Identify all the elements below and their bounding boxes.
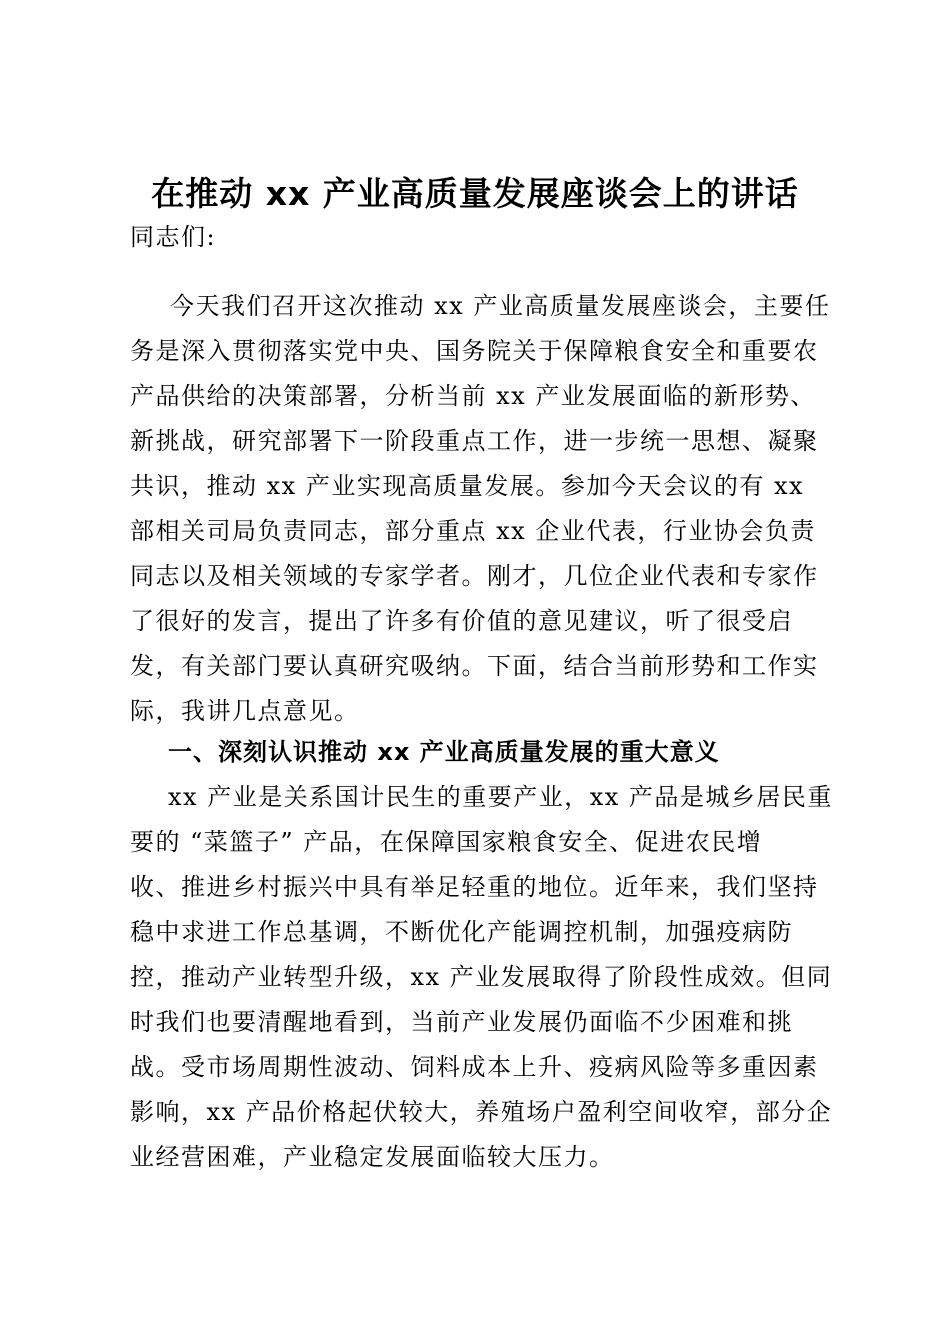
paragraph2-line: 战。受市场周期性波动、饲料成本上升、疫病风险等多重因素 — [130, 1053, 819, 1081]
paragraph1-line: 今天我们召开这次推动 xx 产业高质量发展座谈会，主要任 — [170, 292, 831, 320]
paragraph1-line: 同志以及相关领域的专家学者。刚才，几位企业代表和专家作 — [130, 562, 819, 590]
paragraph1-line: 了很好的发言，提出了许多有价值的意见建议，听了很受启 — [130, 607, 793, 635]
paragraph2-line: 要的 “菜篮子” 产品，在保障国家粮食安全、促进农民增 — [130, 828, 763, 856]
paragraph2-line: 控，推动产业转型升级，xx 产业发展取得了阶段性成效。但同 — [130, 963, 833, 991]
paragraph1-line: 务是深入贯彻落实党中央、国务院关于保障粮食安全和重要农 — [130, 337, 819, 365]
section1-heading: 一、深刻认识推动 xx 产业高质量发展的重大意义 — [168, 738, 720, 766]
paragraph2-line: 稳中求进工作总基调，不断优化产能调控机制，加强疫病防 — [130, 918, 793, 946]
salutation: 同志们: — [130, 223, 217, 251]
document-title: 在推动 xx 产业高质量发展座谈会上的讲话 — [151, 174, 799, 213]
paragraph2-line: xx 产业是关系国计民生的重要产业，xx 产品是城乡居民重 — [168, 783, 833, 811]
paragraph1-line: 新挑战，研究部署下一阶段重点工作，进一步统一思想、凝聚 — [130, 427, 819, 455]
paragraph1-line: 部相关司局负责同志，部分重点 xx 企业代表，行业协会负责 — [130, 517, 816, 545]
paragraph2-line: 影响，xx 产品价格起伏较大，养殖场户盈利空间收窄，部分企 — [130, 1098, 833, 1126]
paragraph2-line: 业经营困难，产业稳定发展面临较大压力。 — [130, 1143, 615, 1171]
paragraph2-line: 时我们也要清醒地看到，当前产业发展仍面临不少困难和挑 — [130, 1008, 793, 1036]
paragraph1-line: 产品供给的决策部署，分析当前 xx 产业发展面临的新形势、 — [130, 382, 816, 410]
paragraph1-line: 共识，推动 xx 产业实现高质量发展。参加今天会议的有 xx — [130, 472, 805, 500]
paragraph2-line: 收、推进乡村振兴中具有举足轻重的地位。近年来，我们坚持 — [130, 873, 819, 901]
paragraph1-line: 际，我讲几点意见。 — [130, 697, 360, 725]
paragraph1-line: 发，有关部门要认真研究吸纳。下面，结合当前形势和工作实 — [130, 652, 819, 680]
